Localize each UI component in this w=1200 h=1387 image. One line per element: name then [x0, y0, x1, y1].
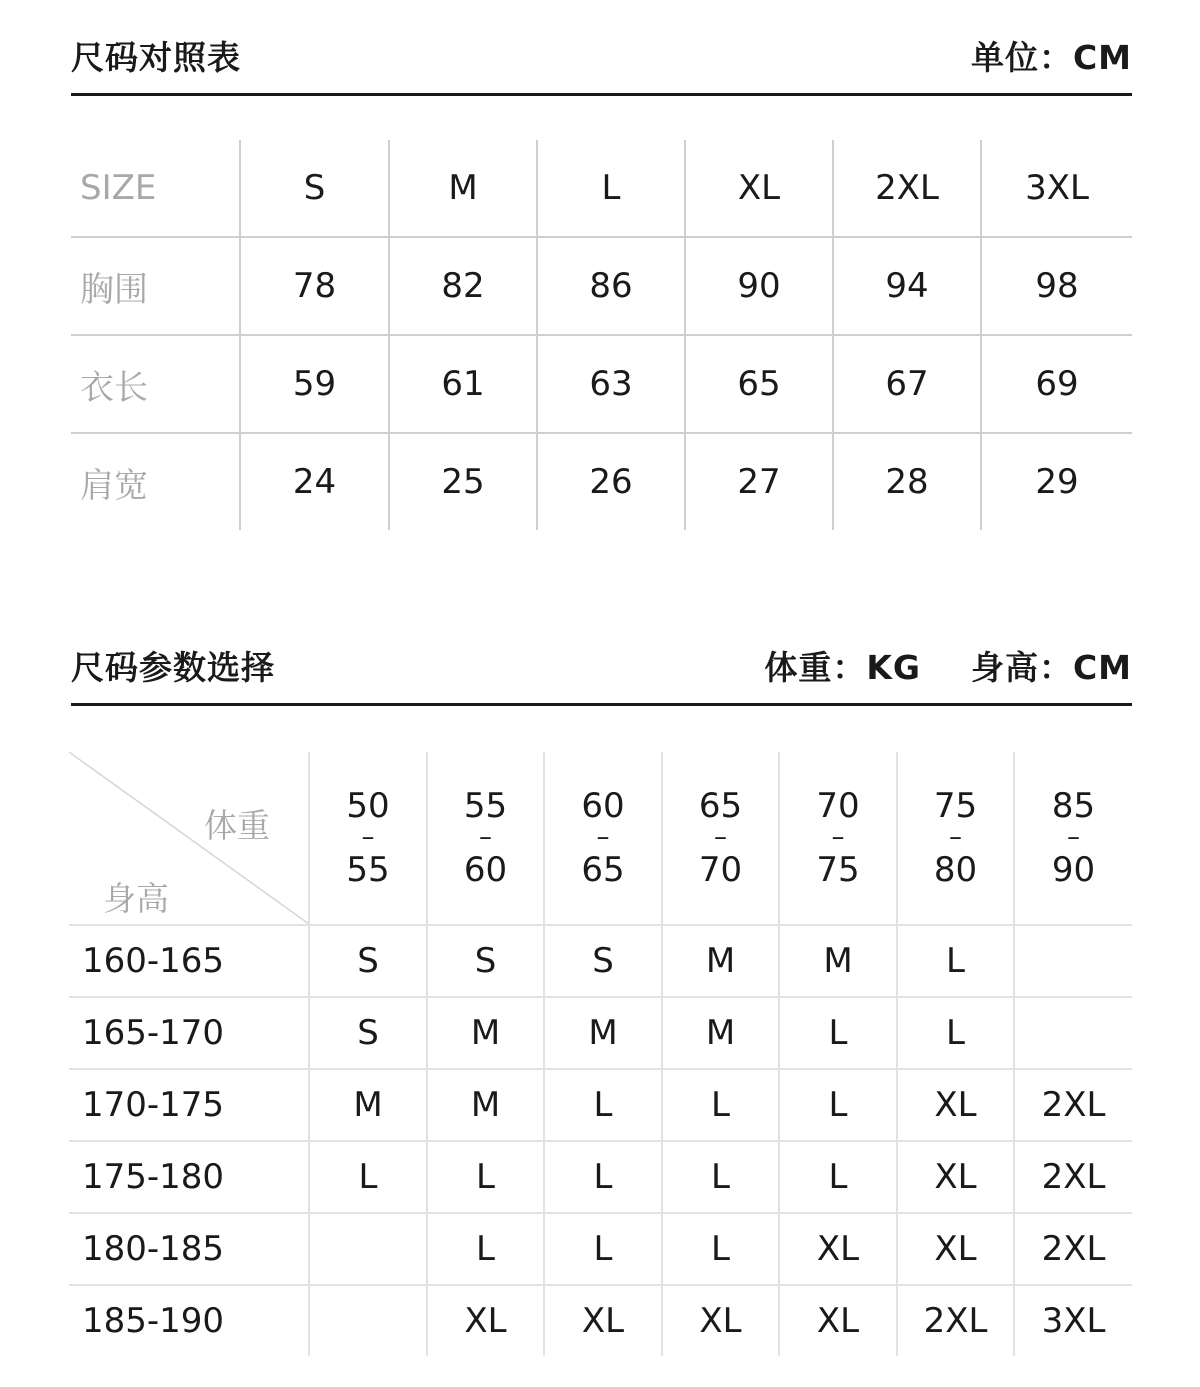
table-cell: 94 — [833, 237, 981, 335]
table-row — [69, 1213, 1132, 1285]
size-cell: XL — [427, 1285, 544, 1356]
table-row — [71, 433, 1132, 530]
size-col-header: L — [537, 140, 685, 237]
range-dash: – — [949, 822, 962, 853]
table-cell: 59 — [240, 335, 389, 433]
table-row — [69, 1069, 1132, 1141]
weight-range-header — [427, 752, 544, 925]
size-cell: 3XL — [1014, 1285, 1132, 1356]
weight-from: 75 — [933, 785, 978, 826]
size-cell: M — [427, 1069, 544, 1141]
weight-to: 65 — [581, 849, 625, 890]
size-chart-header — [71, 33, 1132, 96]
weight-range-header — [662, 752, 779, 925]
table-cell: 98 — [981, 237, 1132, 335]
size-cell: L — [309, 1141, 427, 1213]
range-dash: – — [479, 822, 492, 853]
size-cell: S — [544, 925, 662, 997]
table-cell: 26 — [537, 433, 685, 530]
table-row — [71, 335, 1132, 433]
size-cell: L — [779, 1141, 897, 1213]
size-cell: XL — [897, 1069, 1014, 1141]
size-chart-unit: 单位：CM — [970, 38, 1132, 77]
table-cell: 63 — [537, 335, 685, 433]
size-cell: XL — [779, 1213, 897, 1285]
size-cell: L — [897, 997, 1014, 1069]
size-cell: XL — [897, 1213, 1014, 1285]
measure-label: 衣长 — [71, 335, 240, 433]
size-cell: XL — [779, 1285, 897, 1356]
table-cell: 65 — [685, 335, 833, 433]
weight-from: 55 — [463, 785, 508, 826]
weight-to: 60 — [463, 849, 508, 890]
table-row — [69, 1141, 1132, 1213]
size-selector-table — [69, 752, 1132, 1356]
size-col-header: M — [389, 140, 537, 237]
size-col-header: 3XL — [981, 140, 1132, 237]
size-selector-unit: 体重：KG 身高：CM — [764, 648, 1132, 687]
corner-header-cell — [69, 752, 309, 925]
size-selector-title: 尺码参数选择 — [71, 648, 275, 687]
weight-range-header — [779, 752, 897, 925]
weight-from: 65 — [698, 785, 743, 826]
size-cell: L — [897, 925, 1014, 997]
weight-to: 90 — [1051, 849, 1096, 890]
size-cell — [309, 1213, 427, 1285]
size-cell: L — [662, 1141, 779, 1213]
size-chart-title: 尺码对照表 — [71, 38, 241, 77]
size-cell: XL — [544, 1285, 662, 1356]
size-cell: S — [309, 925, 427, 997]
size-cell: M — [662, 997, 779, 1069]
size-header-row — [71, 140, 1132, 237]
size-selector-header — [71, 643, 1132, 706]
range-dash: – — [361, 822, 375, 853]
weight-range-header — [1014, 752, 1132, 925]
measure-label: 肩宽 — [80, 465, 148, 506]
table-cell: 25 — [389, 433, 537, 530]
weight-range-header — [309, 752, 427, 925]
table-cell: 28 — [833, 433, 981, 530]
weight-to: 70 — [698, 849, 743, 890]
weight-from: 85 — [1051, 785, 1096, 826]
size-header-label: SIZE — [71, 140, 240, 237]
table-cell: 90 — [685, 237, 833, 335]
size-cell — [1014, 925, 1132, 997]
weight-axis-label: 体重 — [204, 806, 270, 845]
size-cell: L — [427, 1213, 544, 1285]
height-range-label: 170-175 — [69, 1069, 309, 1141]
size-col-header: 2XL — [833, 140, 981, 237]
table-row — [69, 997, 1132, 1069]
table-cell: 67 — [833, 335, 981, 433]
table-cell: 29 — [981, 433, 1132, 530]
size-cell: 2XL — [1014, 1141, 1132, 1213]
table-row — [71, 237, 1132, 335]
table-cell: 24 — [240, 433, 389, 530]
height-range-label: 175-180 — [69, 1141, 309, 1213]
size-cell: M — [427, 997, 544, 1069]
weight-to: 75 — [816, 849, 860, 890]
weight-from: 50 — [346, 785, 390, 826]
height-range-label: 180-185 — [69, 1213, 309, 1285]
table-cell: 82 — [389, 237, 537, 335]
size-cell: M — [309, 1069, 427, 1141]
size-cell: M — [544, 997, 662, 1069]
weight-range-header — [897, 752, 1014, 925]
weight-range-header — [544, 752, 662, 925]
size-cell: L — [544, 1069, 662, 1141]
table-cell: 69 — [981, 335, 1132, 433]
size-cell — [309, 1285, 427, 1356]
table-row — [69, 1285, 1132, 1356]
range-dash: – — [831, 822, 845, 853]
table-cell: 27 — [685, 433, 833, 530]
weight-from: 60 — [581, 785, 625, 826]
size-col-header: S — [240, 140, 389, 237]
table-cell: 86 — [537, 237, 685, 335]
size-cell: XL — [897, 1141, 1014, 1213]
size-cell: L — [779, 997, 897, 1069]
range-dash: – — [596, 822, 610, 853]
size-cell: L — [662, 1069, 779, 1141]
size-cell: 2XL — [1014, 1213, 1132, 1285]
size-cell: S — [309, 997, 427, 1069]
size-cell: L — [662, 1213, 779, 1285]
size-cell: L — [544, 1141, 662, 1213]
measure-label: 胸围 — [71, 237, 240, 335]
height-range-label: 185-190 — [82, 1301, 225, 1341]
size-cell: S — [427, 925, 544, 997]
weight-from: 70 — [816, 785, 860, 826]
table-cell: 61 — [389, 335, 537, 433]
size-cell: 2XL — [1014, 1069, 1132, 1141]
range-dash: – — [1067, 822, 1080, 853]
size-chart-table — [71, 140, 1132, 530]
size-cell: 2XL — [897, 1285, 1014, 1356]
height-range-label: 160-165 — [69, 925, 309, 997]
height-range-label: 165-170 — [69, 997, 309, 1069]
size-cell: L — [779, 1069, 897, 1141]
weight-to: 55 — [346, 849, 390, 890]
size-cell: XL — [662, 1285, 779, 1356]
size-col-header: XL — [685, 140, 833, 237]
size-cell: L — [544, 1213, 662, 1285]
weight-to: 80 — [933, 849, 978, 890]
weight-header-row — [69, 752, 1132, 925]
table-cell: 78 — [240, 237, 389, 335]
size-cell: M — [662, 925, 779, 997]
size-cell — [1014, 997, 1132, 1069]
size-cell: M — [779, 925, 897, 997]
size-cell: L — [427, 1141, 544, 1213]
height-axis-label: 身高 — [103, 879, 169, 918]
table-row — [69, 925, 1132, 997]
range-dash: – — [714, 822, 727, 853]
